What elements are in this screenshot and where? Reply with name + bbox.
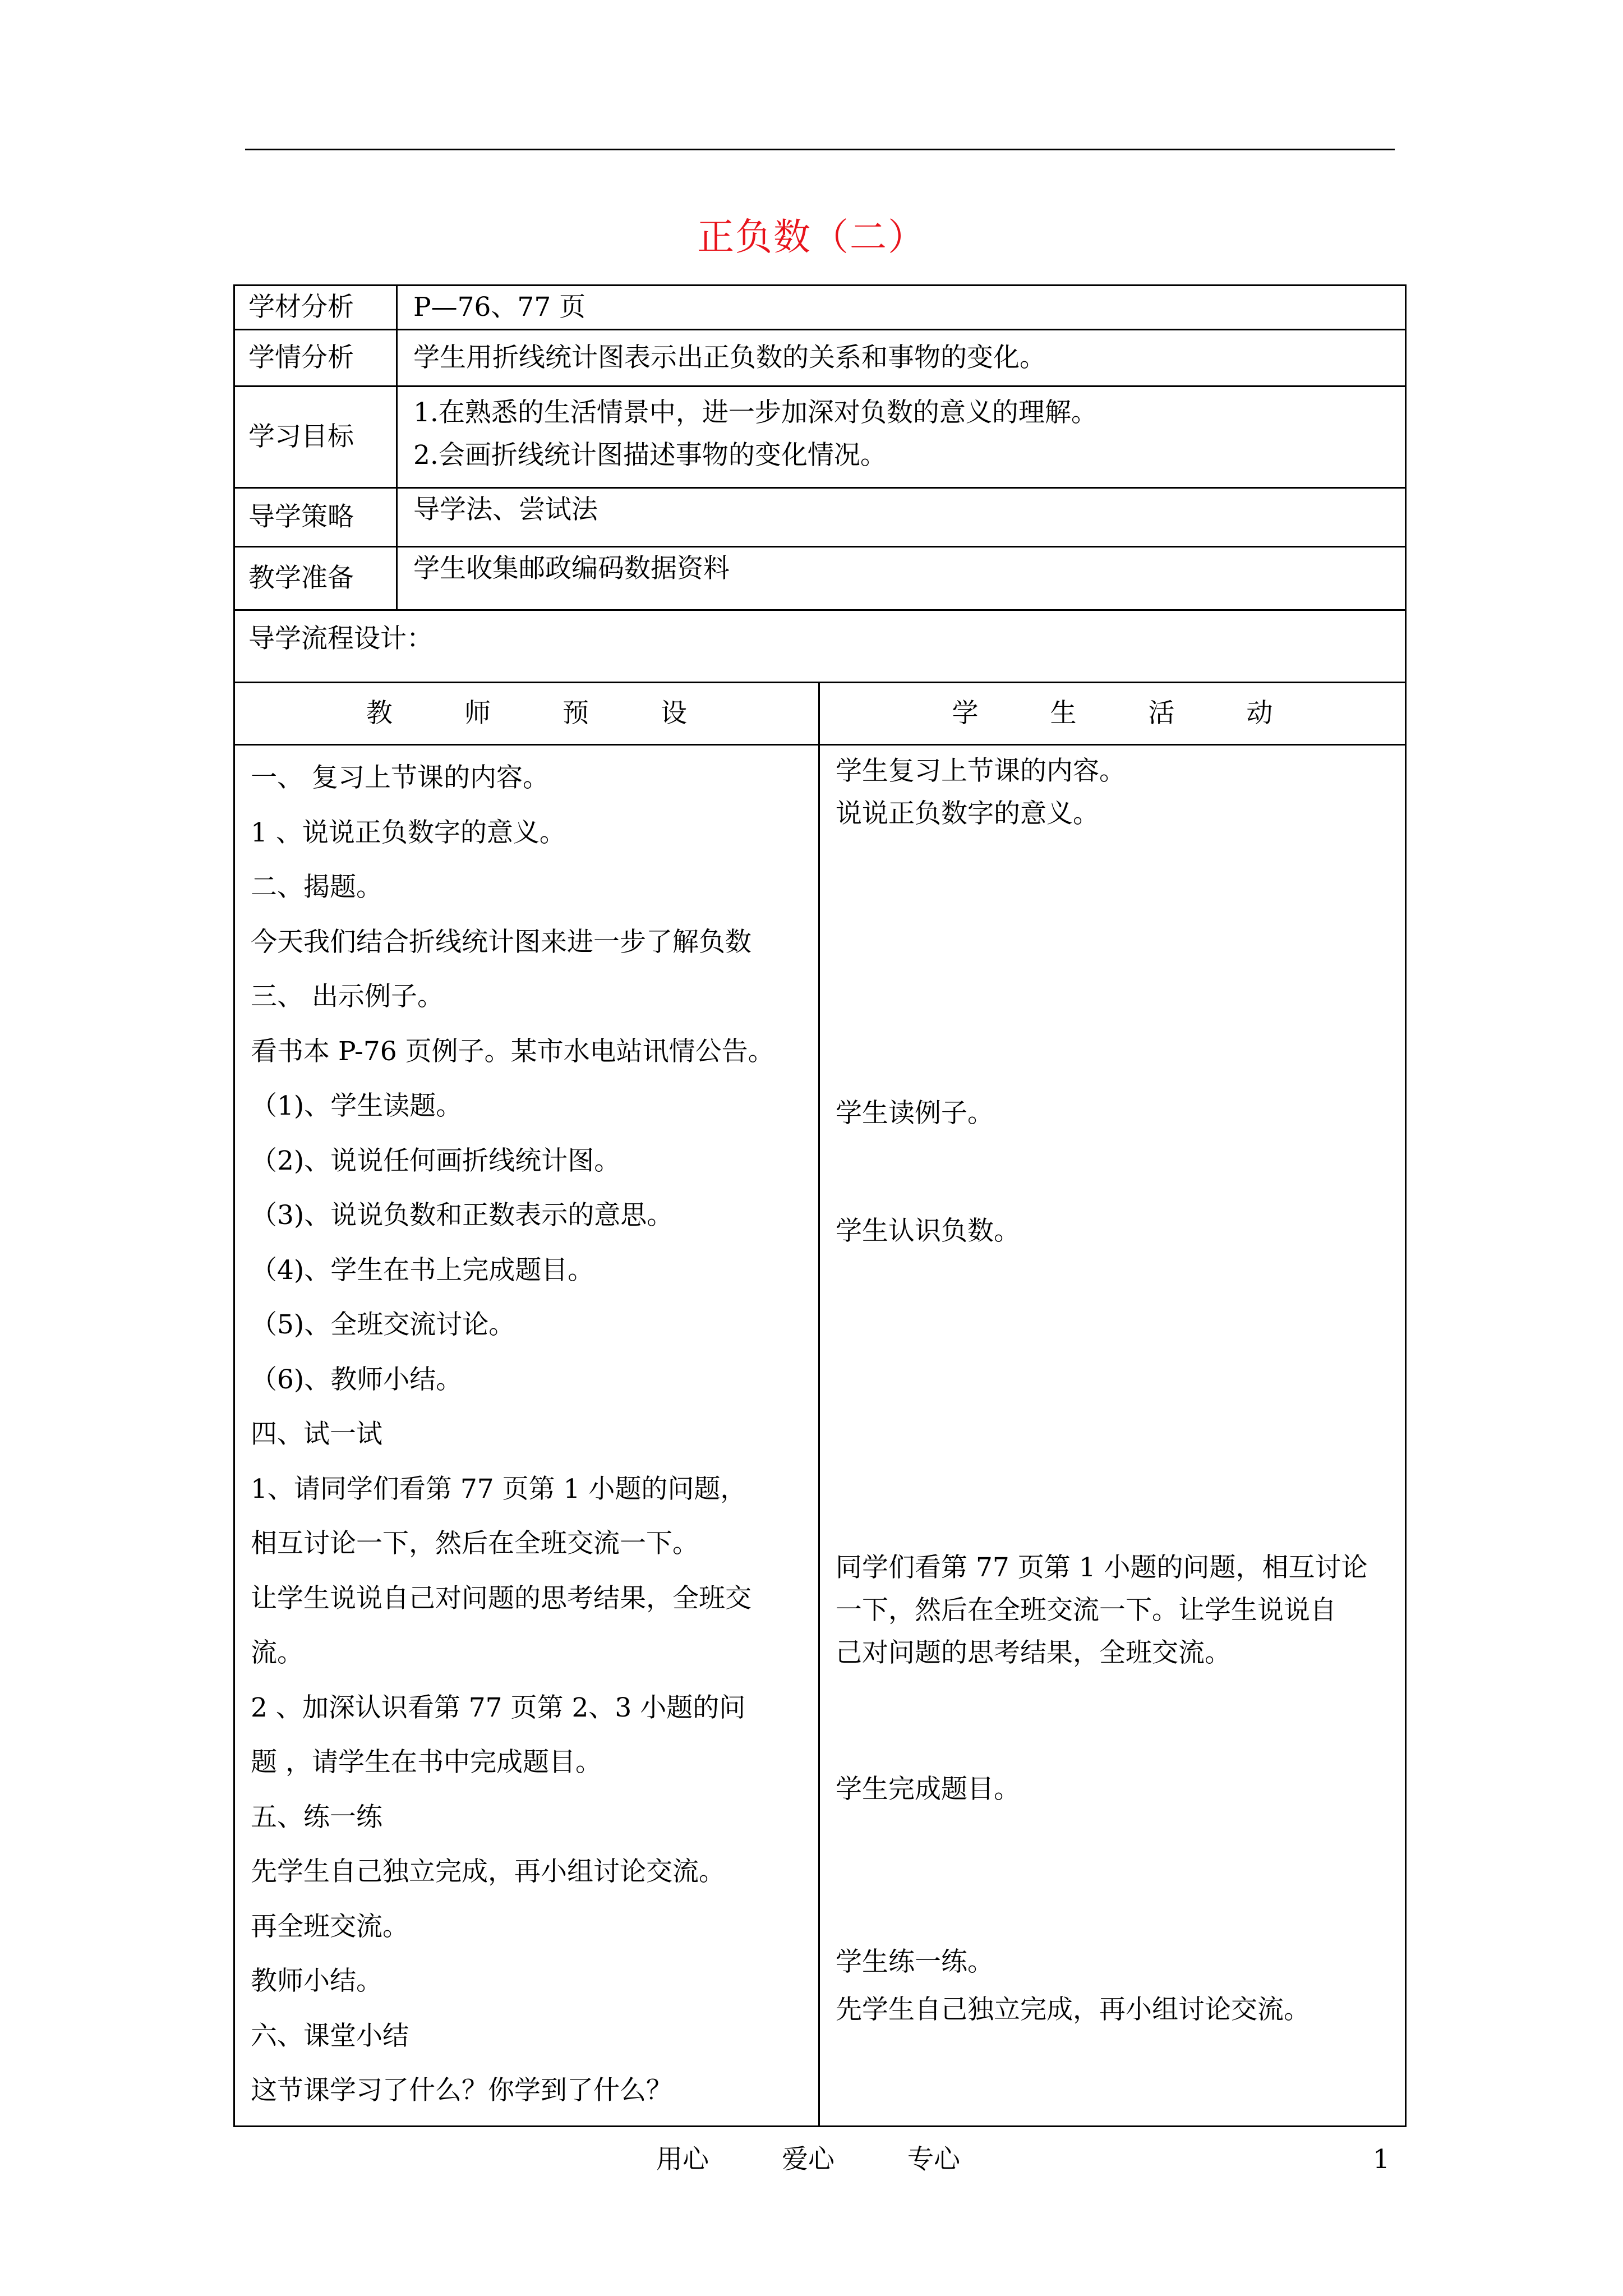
student-block [836, 1768, 1394, 1941]
teacher-line: 一、 复习上节课的内容。 [251, 762, 549, 793]
student-column-header [819, 683, 1406, 745]
teacher-header-char: 设 [661, 698, 687, 729]
student-line: 说说正负数字的意义。 [836, 798, 1099, 829]
student-line: 学生认识负数。 [836, 1216, 1020, 1246]
preparation-value: 学生收集邮政编码数据资料 [397, 547, 1406, 610]
student-block [836, 1547, 1394, 1768]
teacher-line: （3)、说说负数和正数表示的意思。 [251, 1200, 674, 1231]
flow-heading: 导学流程设计： [234, 610, 1406, 683]
teacher-line: （6)、教师小结。 [251, 1364, 463, 1395]
teacher-line: 这节课学习了什么？你学到了什么？ [251, 2075, 672, 2106]
teacher-line: 1、请同学们看第 77 页第 1 小题的问题， [251, 1473, 747, 1504]
teacher-line: 五、练一练 [251, 1801, 382, 1833]
teacher-line: （1)、学生读题。 [251, 1091, 463, 1121]
teacher-line: 2 、加深认识看第 77 页第 2、3 小题的问 [251, 1692, 746, 1723]
teacher-line: 相互讨论一下，然后在全班交流一下。 [251, 1528, 699, 1559]
student-line: 学生读例子。 [836, 1098, 994, 1129]
student-line: 同学们看第 77 页第 1 小题的问题，相互讨论 [836, 1552, 1368, 1583]
student-header-char: 动 [1246, 698, 1273, 729]
page-footer [0, 2137, 1623, 2182]
teacher-line: 看书本 P-76 页例子。某市水电站讯情公告。 [251, 1036, 774, 1067]
material-value: P—76、77 页 [397, 286, 1406, 330]
teacher-line: 先学生自己独立完成，再小组讨论交流。 [251, 1856, 725, 1887]
teacher-header-char: 预 [562, 698, 589, 729]
student-line: 学生练一练。 [836, 1947, 994, 1977]
student-block [836, 750, 1394, 1092]
row-material [234, 286, 1406, 330]
student-block [836, 1092, 1394, 1210]
situation-label: 学情分析 [234, 330, 397, 386]
teacher-line: （4)、学生在书上完成题目。 [251, 1254, 594, 1286]
goals-label: 学习目标 [234, 386, 397, 488]
document-title: 正负数（二） [697, 215, 926, 259]
row-lesson-flow [234, 745, 1406, 2127]
strategy-value: 导学法、尝试法 [397, 488, 1406, 547]
teacher-line: 让学生说说自己对问题的思考结果，全班交 [251, 1582, 751, 1614]
strategy-label: 导学策略 [234, 488, 397, 547]
slogan-word: 用心 [656, 2144, 709, 2175]
student-line: 学生复习上节课的内容。 [836, 756, 1126, 786]
row-preparation [234, 547, 1406, 610]
teacher-line: （5)、全班交流讨论。 [251, 1309, 515, 1340]
page-number: 1 [1373, 2144, 1390, 2175]
student-activity-cell [819, 745, 1406, 2127]
teacher-line: 六、课堂小结 [251, 2020, 409, 2051]
student-header-char: 生 [1050, 698, 1077, 729]
teacher-line: 1 、说说正负数字的意义。 [251, 817, 566, 848]
goal-line: 1.在熟悉的生活情景中，进一步加深对负数的意义的理解。 [413, 397, 1098, 428]
lesson-plan-table [233, 284, 1407, 2127]
teacher-line: 三、 出示例子。 [251, 981, 444, 1012]
row-column-headers [234, 683, 1406, 745]
student-block [836, 1210, 1394, 1547]
student-block [836, 1941, 1394, 1989]
row-flow-heading [234, 610, 1406, 683]
student-line: 先学生自己独立完成，再小组讨论交流。 [836, 1994, 1310, 2025]
student-line: 己对问题的思考结果，全班交流。 [836, 1637, 1231, 1668]
teacher-line: 流。 [251, 1637, 303, 1668]
teacher-line: （2)、说说任何画折线统计图。 [251, 1145, 621, 1176]
teacher-line: 再全班交流。 [251, 1911, 409, 1942]
goal-line: 2.会画折线统计图描述事物的变化情况。 [413, 440, 887, 471]
student-header-char: 活 [1148, 698, 1175, 729]
teacher-line: 四、试一试 [251, 1419, 382, 1450]
row-situation [234, 330, 1406, 386]
teacher-line: 教师小结。 [251, 1966, 382, 1996]
student-line: 学生完成题目。 [836, 1774, 1020, 1805]
material-label: 学材分析 [234, 286, 397, 330]
preparation-label: 教学准备 [234, 547, 397, 610]
teacher-plan-cell [234, 745, 819, 2127]
slogan-word: 专心 [907, 2144, 960, 2175]
situation-value: 学生用折线统计图表示出正负数的关系和事物的变化。 [397, 330, 1406, 386]
student-line: 一下，然后在全班交流一下。让学生说说自 [836, 1595, 1336, 1626]
header-rule [245, 149, 1395, 150]
student-block [836, 1989, 1394, 2031]
footer-slogan [656, 2137, 1033, 2182]
teacher-line: 今天我们结合折线统计图来进一步了解负数 [251, 926, 751, 958]
teacher-column-header [234, 683, 819, 745]
teacher-line: 题 ，请学生在书中完成题目。 [251, 1747, 602, 1778]
goals-value [397, 386, 1406, 488]
student-header-char: 学 [952, 698, 979, 729]
teacher-header-char: 师 [464, 698, 491, 729]
slogan-word: 爱心 [782, 2144, 834, 2175]
row-strategy [234, 488, 1406, 547]
teacher-header-char: 教 [366, 698, 393, 729]
teacher-line: 二、揭题。 [251, 872, 382, 903]
row-goals [234, 386, 1406, 488]
